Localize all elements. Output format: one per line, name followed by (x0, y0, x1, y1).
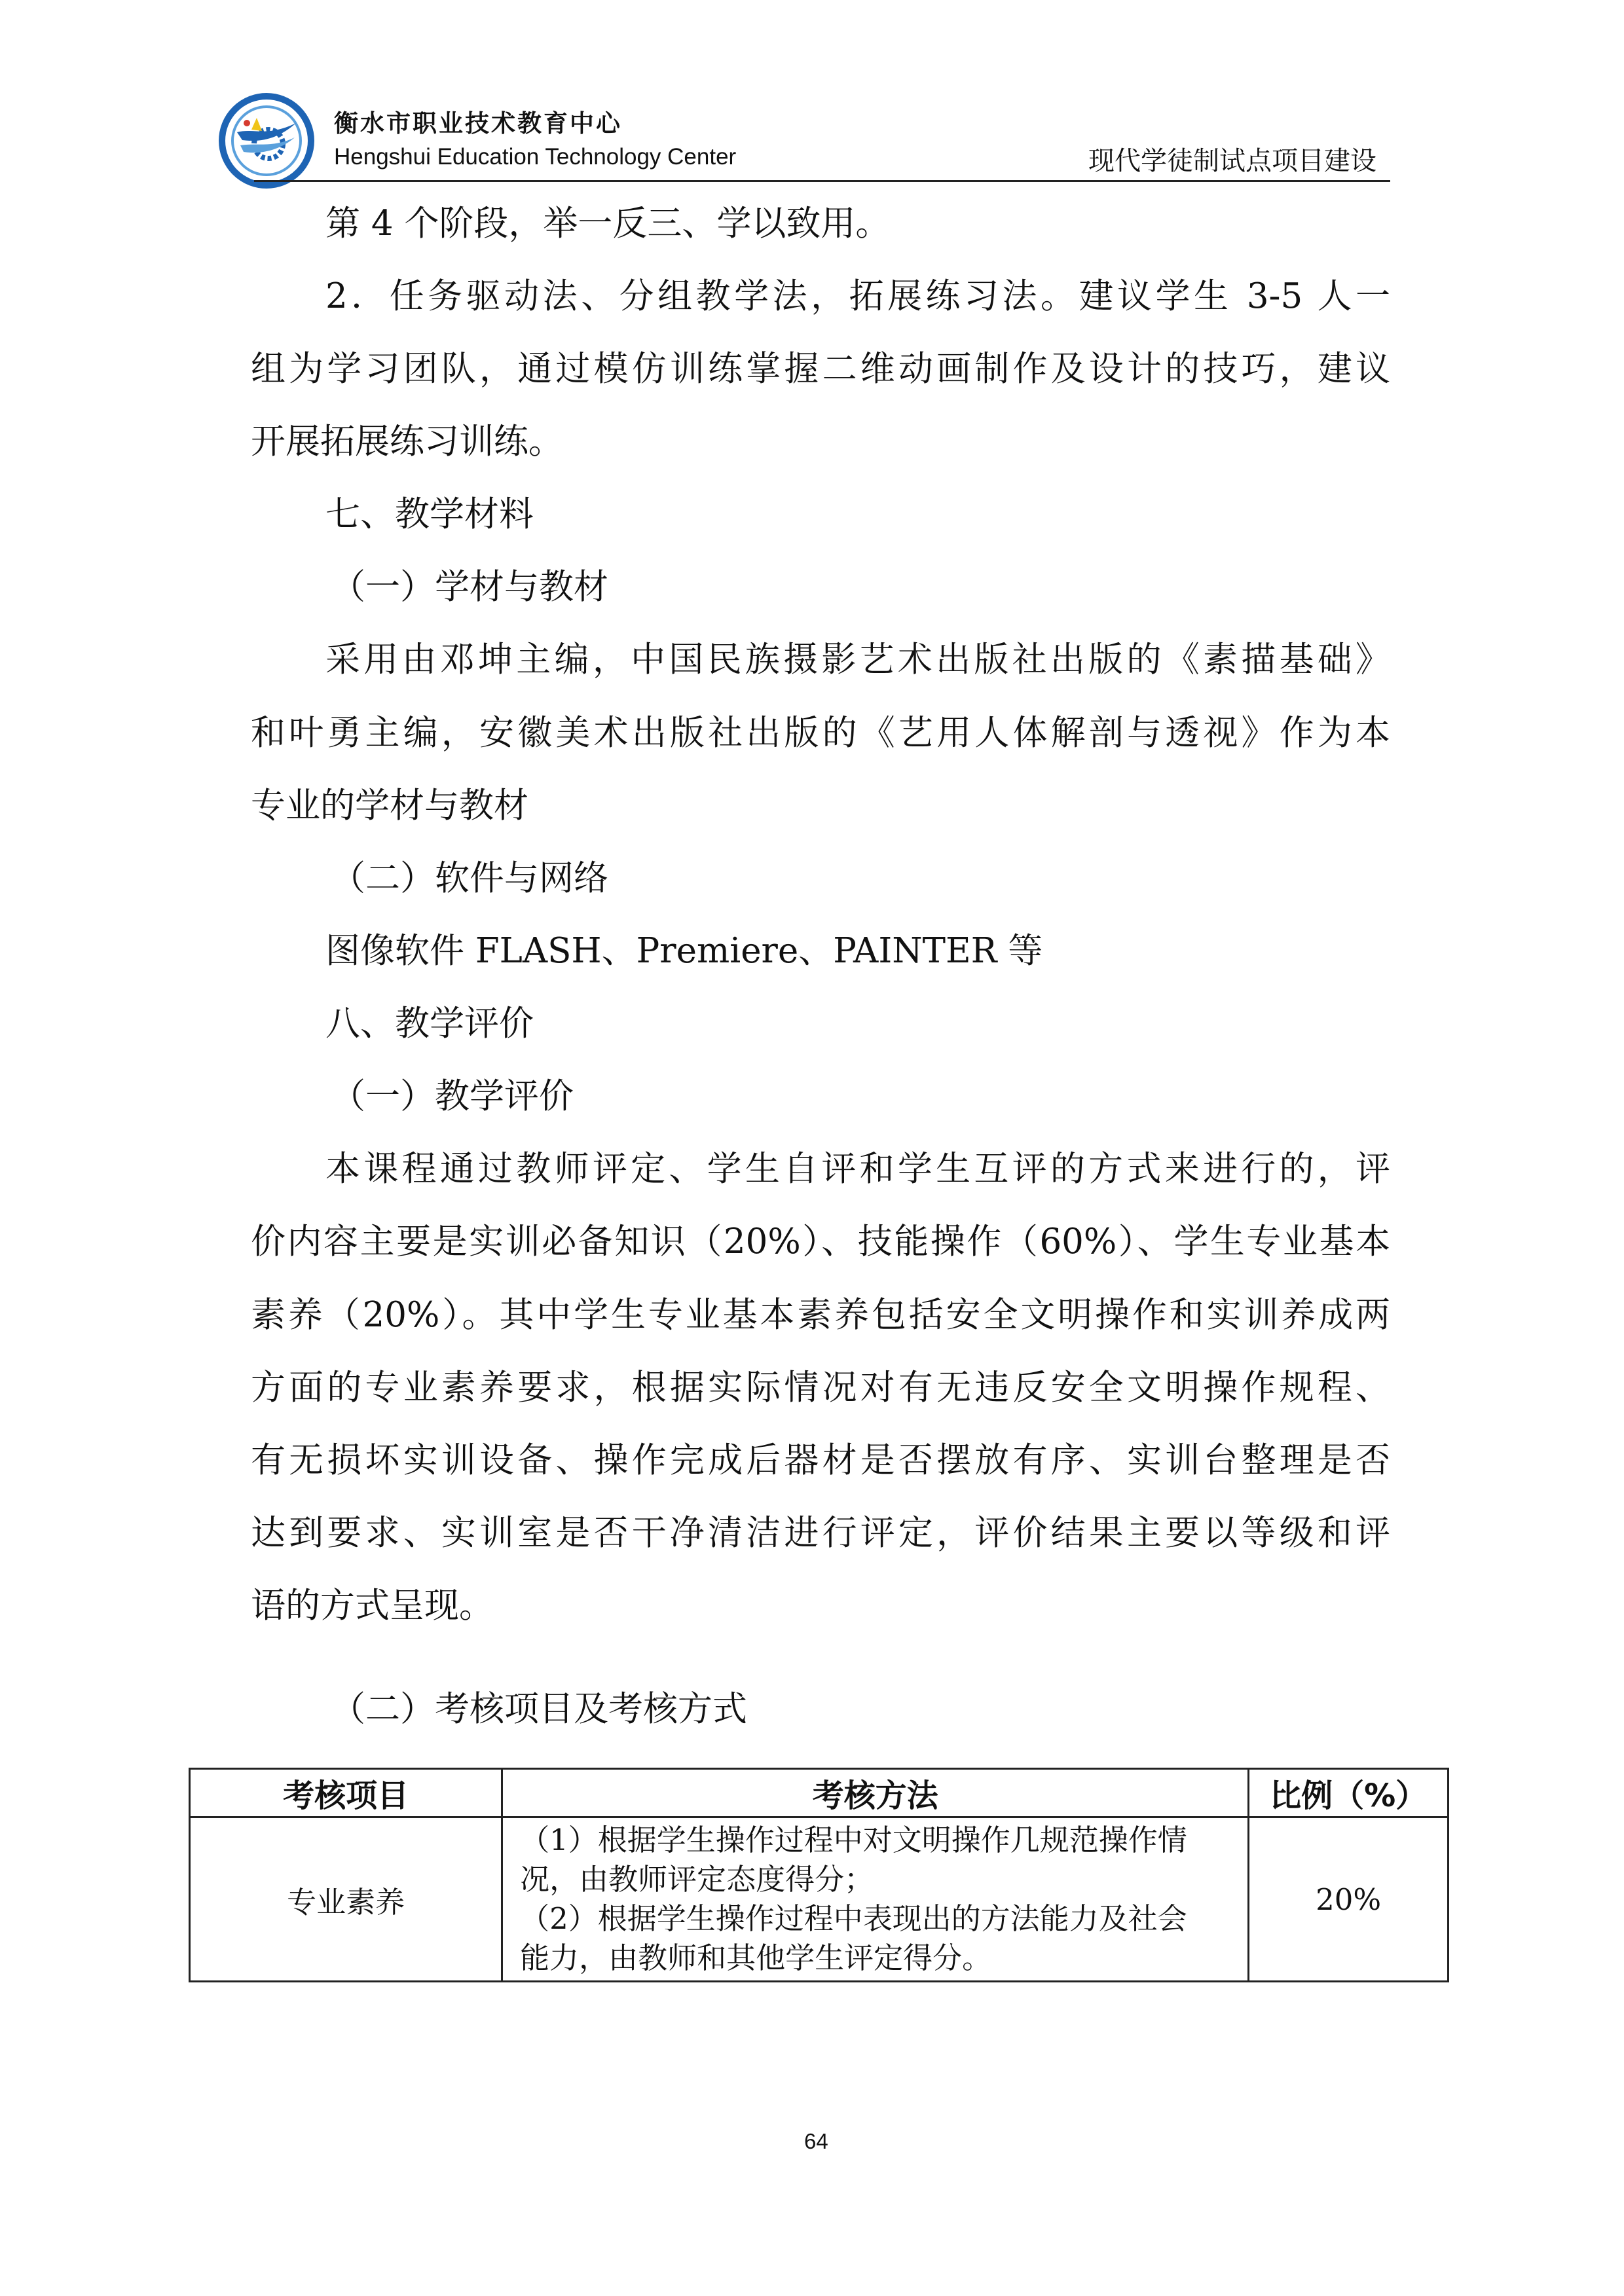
table-row (190, 1817, 1449, 1982)
school-logo-icon (217, 92, 316, 190)
page-header (217, 92, 1390, 182)
text-line: 本课程通过教师评定、学生自评和学生互评的方式来进行的，评 (325, 1149, 1390, 1189)
header-item: 考核项目 (190, 1769, 502, 1817)
text-line: 达到要求、实训室是否干净清洁进行评定，评价结果主要以等级和评 (251, 1513, 1390, 1553)
assessment-table (189, 1768, 1449, 1982)
text-line: 价内容主要是实训必备知识（20%）、技能操作（60%）、学生专业基本 (251, 1222, 1390, 1262)
cell-method (502, 1817, 1249, 1982)
text-line: 方面的专业素养要求，根据实际情况对有无违反安全文明操作规程、 (251, 1368, 1390, 1408)
section-heading: 七、教学材料 (325, 494, 534, 534)
header-divider (254, 180, 1390, 182)
table-header-row (190, 1769, 1449, 1817)
method-line: 能力，由教师和其他学生评定得分。 (520, 1941, 992, 1975)
text-line: 和叶勇主编，安徽美术出版社出版的《艺用人体解剖与透视》作为本 (251, 713, 1390, 753)
text-line: 图像软件 FLASH、Premiere、PAINTER 等 (325, 931, 1043, 971)
section-heading: 八、教学评价 (325, 1004, 534, 1044)
project-title: 现代学徒制试点项目建设 (1088, 146, 1376, 176)
method-line: 况，由教师评定态度得分； (520, 1862, 874, 1897)
header-ratio: 比例（%） (1249, 1769, 1449, 1817)
header-method: 考核方法 (502, 1769, 1249, 1817)
subsection-heading: （二）考核项目及考核方式 (331, 1689, 747, 1729)
method-line: （1）根据学生操作过程中对文明操作几规范操作情 (520, 1823, 1187, 1857)
subsection-heading: （一）教学评价 (331, 1076, 574, 1116)
page-number: 64 (804, 2129, 828, 2153)
text-line: 语的方式呈现。 (251, 1586, 494, 1626)
text-line: 素养（20%）。其中学生专业基本素养包括安全文明操作和实训养成两 (251, 1295, 1390, 1335)
text-line: 2．任务驱动法、分组教学法，拓展练习法。建议学生 3-5 人一 (325, 276, 1390, 316)
text-line: 组为学习团队，通过模仿训练掌握二维动画制作及设计的技巧，建议 (251, 349, 1390, 389)
subsection-heading: （二）软件与网络 (331, 858, 608, 898)
cell-ratio: 20% (1249, 1817, 1449, 1982)
text-line: 采用由邓坤主编，中国民族摄影艺术出版社出版的《素描基础》 (325, 640, 1390, 680)
org-name-en: Hengshui Education Technology Center (334, 144, 737, 170)
text-line: 专业的学材与教材 (251, 786, 528, 826)
cell-item: 专业素养 (190, 1817, 502, 1982)
org-name-cn: 衡水市职业技术教育中心 (334, 109, 622, 137)
subsection-heading: （一）学材与教材 (331, 567, 608, 607)
text-line: 第 4 个阶段，举一反三、学以致用。 (325, 204, 891, 244)
method-line: （2）根据学生操作过程中表现出的方法能力及社会 (520, 1901, 1187, 1936)
text-line: 开展拓展练习训练。 (251, 422, 563, 462)
text-line: 有无损坏实训设备、操作完成后器材是否摆放有序、实训台整理是否 (251, 1440, 1390, 1480)
